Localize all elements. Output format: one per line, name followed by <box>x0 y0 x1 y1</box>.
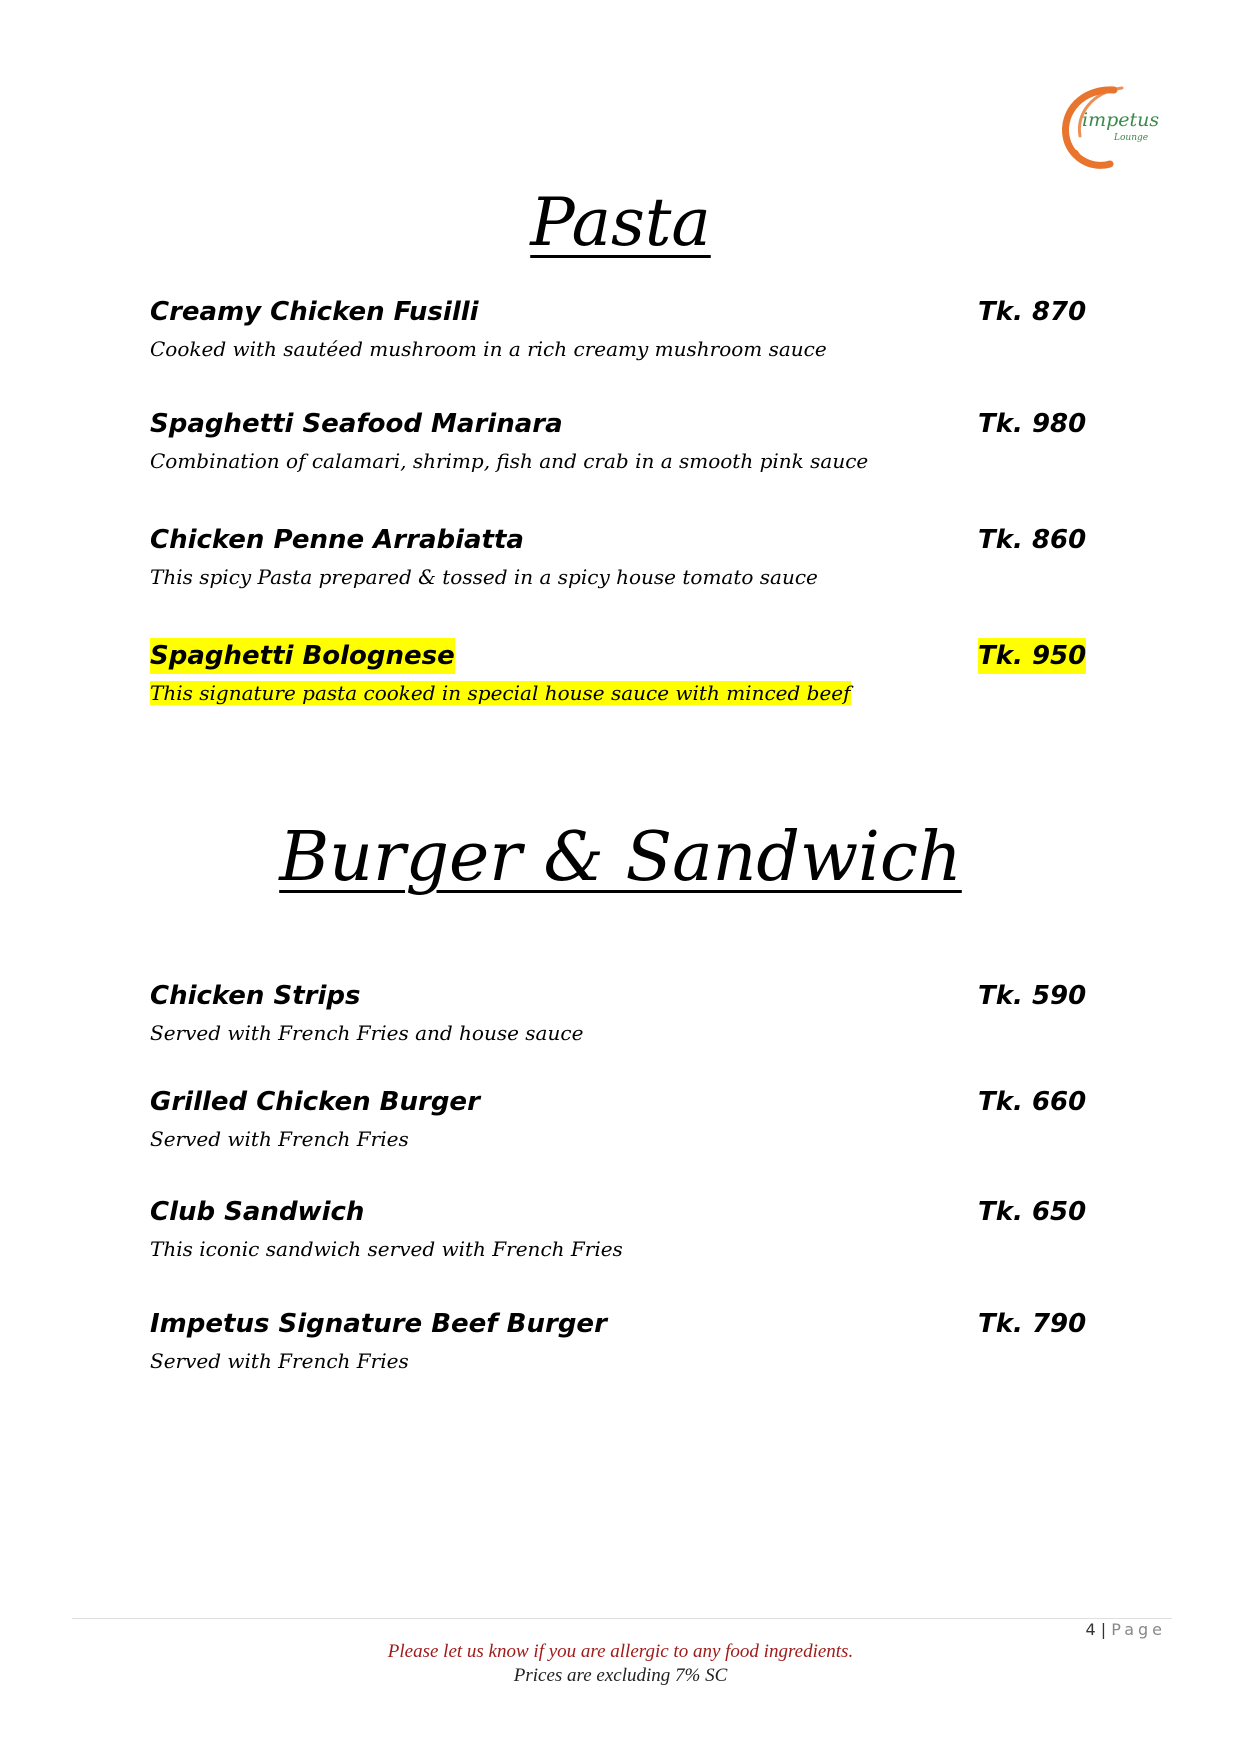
menu-item-spaghetti-bolognese <box>150 638 1087 708</box>
item-price: Tk. 870 <box>978 297 1087 327</box>
item-name: Club Sandwich <box>150 1197 365 1227</box>
menu-item-creamy-chicken-fusilli <box>150 294 1087 364</box>
logo-brand-text: impetus <box>1082 109 1160 131</box>
footer-divider <box>72 1618 1172 1619</box>
logo-sub-text: Lounge <box>1114 133 1149 143</box>
item-description: Cooked with sautéed mushroom in a rich creamy mushroom sauce <box>150 337 827 361</box>
page-number-value: 4 <box>1085 1620 1096 1639</box>
menu-item-chicken-penne-arrabiatta <box>150 522 1087 592</box>
prices-note: Prices are excluding 7% SC <box>513 1665 728 1686</box>
item-name: Impetus Signature Beef Burger <box>150 1309 607 1339</box>
item-price: Tk. 860 <box>978 525 1087 555</box>
item-price: Tk. 590 <box>978 981 1087 1011</box>
item-description: This iconic sandwich served with French Fries <box>150 1237 623 1261</box>
page-label: Page <box>1111 1620 1166 1639</box>
allergy-note: Please let us know if you are allergic to any food ingredients. <box>387 1641 854 1662</box>
item-price: Tk. 790 <box>978 1309 1087 1339</box>
item-name: Chicken Strips <box>150 981 361 1011</box>
item-description: This signature pasta cooked in special house sauce with minced beef <box>150 681 851 705</box>
item-price: Tk. 660 <box>978 1087 1087 1117</box>
impetus-lounge-logo <box>1052 84 1162 174</box>
menu-item-grilled-chicken-burger <box>150 1084 1087 1154</box>
item-price: Tk. 950 <box>978 638 1086 674</box>
section-title-burger-sandwich: Burger & Sandwich <box>279 818 962 897</box>
item-description: Served with French Fries <box>150 1349 409 1373</box>
section-title-pasta: Pasta <box>530 184 711 261</box>
item-description: Served with French Fries and house sauce <box>150 1021 584 1045</box>
menu-item-chicken-strips <box>150 978 1087 1048</box>
menu-item-spaghetti-seafood-marinara <box>150 406 1087 476</box>
page-number <box>1086 1620 1167 1639</box>
menu-item-impetus-signature-beef-burger <box>150 1306 1087 1376</box>
item-name: Creamy Chicken Fusilli <box>150 297 479 327</box>
menu-item-club-sandwich <box>150 1194 1087 1264</box>
item-name: Spaghetti Seafood Marinara <box>150 409 563 439</box>
item-price: Tk. 980 <box>978 409 1087 439</box>
item-name: Chicken Penne Arrabiatta <box>150 525 524 555</box>
item-name: Spaghetti Bolognese <box>150 638 455 674</box>
item-name: Grilled Chicken Burger <box>150 1087 480 1117</box>
item-description: This spicy Pasta prepared & tossed in a spicy house tomato sauce <box>150 565 818 589</box>
page-separator: | <box>1100 1620 1107 1639</box>
item-price: Tk. 650 <box>978 1197 1087 1227</box>
item-description: Served with French Fries <box>150 1127 409 1151</box>
item-description: Combination of calamari, shrimp, fish and crab in a smooth pink sauce <box>150 449 869 473</box>
